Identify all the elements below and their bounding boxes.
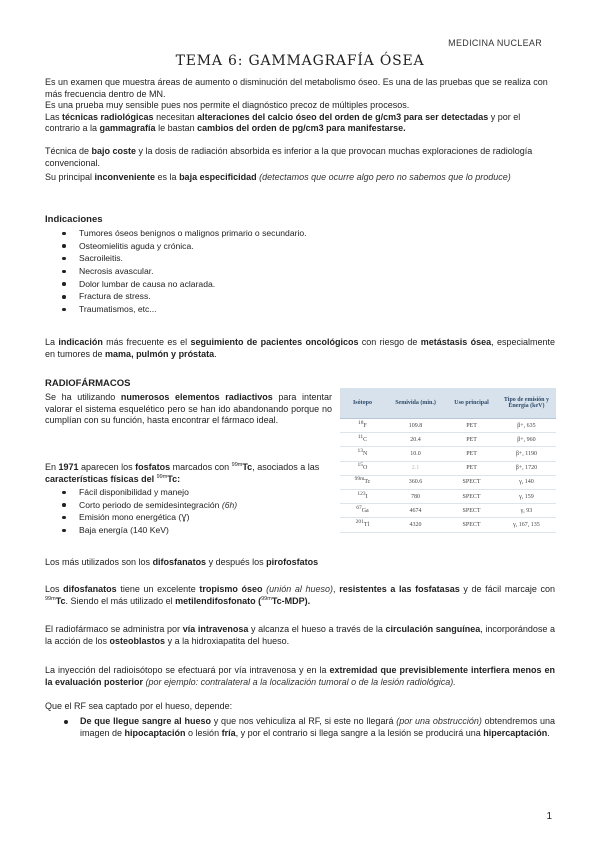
list-item: Sacroileitis. — [60, 252, 307, 265]
table-row — [340, 518, 556, 532]
table-cell: γ, 167, 135 — [497, 518, 556, 532]
table-cell: $^{11}$C — [340, 433, 385, 447]
table-cell: 4674 — [385, 504, 446, 518]
mas-utilizados-paragraph: Los más utilizados son los difosfanatos y después los pirofosfatos — [45, 557, 319, 567]
table-cell: SPECT — [446, 518, 497, 532]
list-item: Osteomielitis aguda y crónica. — [60, 240, 307, 253]
intro-paragraph-1: Es un examen que muestra áreas de aumento o disminución del metabolismo óseo. Es una de las pruebas que se realiza con más frecuencia dentro de MN. — [45, 77, 548, 99]
table-cell: SPECT — [446, 489, 497, 503]
table-cell: 20.4 — [385, 433, 446, 447]
list-item: Fractura de stress. — [60, 290, 307, 303]
radiofarmacos-paragraph-2: En 1971 aparecen los fosfatos marcados con $^{99m}$Tc, asociados a las características físicas del $^{99m}$Tc: — [45, 462, 320, 484]
table-cell: $^{123}$I — [340, 489, 385, 503]
table-cell: 2.1 — [385, 461, 446, 475]
table-cell: $^{67}$Ga — [340, 504, 385, 518]
intro-paragraph-4: Técnica de bajo coste y la dosis de radiación absorbida es inferior a la que provocan muchas exploraciones de radiología convencional. — [45, 146, 533, 168]
indicaciones-list — [60, 227, 307, 316]
table-cell: PET — [446, 419, 497, 433]
captacion-intro: Que el RF sea captado por el hueso, depende: — [45, 701, 233, 711]
list-item: Corto periodo de semidesintegración (6h) — [60, 499, 237, 512]
table-body — [340, 419, 556, 533]
table-cell: 10.0 — [385, 447, 446, 461]
page-title: TEMA 6: GAMMAGRAFÍA ÓSEA — [175, 53, 425, 69]
table-row — [340, 433, 556, 447]
isotopes-table — [340, 388, 556, 533]
radiofarmacos-heading: RADIOFÁRMACOS — [45, 378, 131, 389]
table-header-cell: Tipo de emisión y Energía (keV) — [497, 388, 556, 419]
table-cell: PET — [446, 447, 497, 461]
table-row — [340, 419, 556, 433]
list-item: Fácil disponibilidad y manejo — [60, 486, 237, 499]
intro-paragraph-5: Su principal inconveniente es la baja especificidad (detectamos que ocurre algo pero no sabemos que lo produce) — [45, 172, 511, 182]
table-cell: $^{99m}$Tc — [340, 475, 385, 489]
table-header-cell: Isótopo — [340, 388, 385, 419]
page-number: 1 — [546, 811, 552, 822]
table-row — [340, 489, 556, 503]
table-header-cell: Semivida (min.) — [385, 388, 446, 419]
table-row — [340, 461, 556, 475]
table-cell: PET — [446, 433, 497, 447]
list-item: Tumores óseos benignos o malignos primario o secundario. — [60, 227, 307, 240]
intro-paragraph-2: Es una prueba muy sensible pues nos permite el diagnóstico precoz de múltiples procesos. — [45, 100, 410, 110]
table-cell: 109.8 — [385, 419, 446, 433]
table-cell: SPECT — [446, 504, 497, 518]
indicacion-frecuente-paragraph: La indicación más frecuente es el seguimiento de pacientes oncológicos con riesgo de metástasis ósea, especialmente en tumores de mama, pulmón y próstata. — [45, 337, 555, 359]
inyeccion-paragraph: La inyección del radioisótopo se efectuará por vía intravenosa y en la extremidad que previsiblemente interfiera menos en la evaluación posterior (por ejemplo: contralateral a la localización tumoral o de la lesión radiológica). — [45, 665, 556, 687]
table-cell: $^{13}$N — [340, 447, 385, 461]
table-header-row — [340, 388, 556, 419]
table-cell: $^{18}$F — [340, 419, 385, 433]
table-row — [340, 504, 556, 518]
table-row — [340, 475, 556, 489]
table-cell: 360.6 — [385, 475, 446, 489]
difosfanatos-paragraph: Los difosfanatos tiene un excelente tropismo óseo (unión al hueso), resistentes a las fosfatasas y de fácil marcaje con $^{99m}$Tc. Siendo el más utilizado el metilendifosfonato ($^{99m}$Tc-MDP). — [45, 584, 556, 606]
table-cell: β+, 635 — [497, 419, 556, 433]
list-item: Necrosis avascular. — [60, 265, 307, 278]
radiofarmacos-paragraph-1: Se ha utilizando numerosos elementos radiactivos para intentar valorar el sistema esquelético pero se han ido abandonando porque no cumplían con su función, hasta encontrar el fármaco ideal. — [45, 392, 332, 426]
captacion-bullet: De que llegue sangre al hueso y que nos vehiculiza al RF, si este no llegará (por una obstrucción) obtendremos una imagen de hipocaptación o lesión fría, y por el contrario si llega sangre a la lesión se producirá una hipercaptación. — [80, 716, 555, 739]
table-cell: γ, 159 — [497, 489, 556, 503]
administracion-paragraph: El radiofármaco se administra por vía intravenosa y alcanza el hueso a través de la circulación sanguínea, incorporándose a la acción de los osteoblastos y a la hidroxiapatita del hueso. — [45, 624, 555, 646]
bullet-dot-icon — [64, 720, 68, 724]
table-cell: γ, 93 — [497, 504, 556, 518]
table-cell: SPECT — [446, 475, 497, 489]
table-cell: β+, 1720 — [497, 461, 556, 475]
table-cell: γ, 140 — [497, 475, 556, 489]
list-item: Dolor lumbar de causa no aclarada. — [60, 278, 307, 291]
intro-paragraph-3: Las técnicas radiológicas necesitan alteraciones del calcio óseo del orden de g/cm3 para ser detectadas y por el contrario a la gammagrafía le bastan cambios del orden de pg/cm3 para manifestarse. — [45, 111, 521, 134]
table-cell: β+, 960 — [497, 433, 556, 447]
list-item: Traumatismos, etc... — [60, 303, 307, 316]
table-row — [340, 447, 556, 461]
indicaciones-heading: Indicaciones — [45, 214, 103, 225]
table-cell: $^{15}$O — [340, 461, 385, 475]
table-cell: 780 — [385, 489, 446, 503]
caracteristicas-list — [60, 486, 237, 537]
table-cell: $^{201}$Tl — [340, 518, 385, 532]
table-header-cell: Uso principal — [446, 388, 497, 419]
list-item: Baja energía (140 KeV) — [60, 524, 237, 537]
table-cell: PET — [446, 461, 497, 475]
running-header: MEDICINA NUCLEAR — [448, 38, 542, 48]
table-cell: β+, 1190 — [497, 447, 556, 461]
table-cell: 4320 — [385, 518, 446, 532]
list-item: Emisión mono energética (Ɣ) — [60, 511, 237, 524]
